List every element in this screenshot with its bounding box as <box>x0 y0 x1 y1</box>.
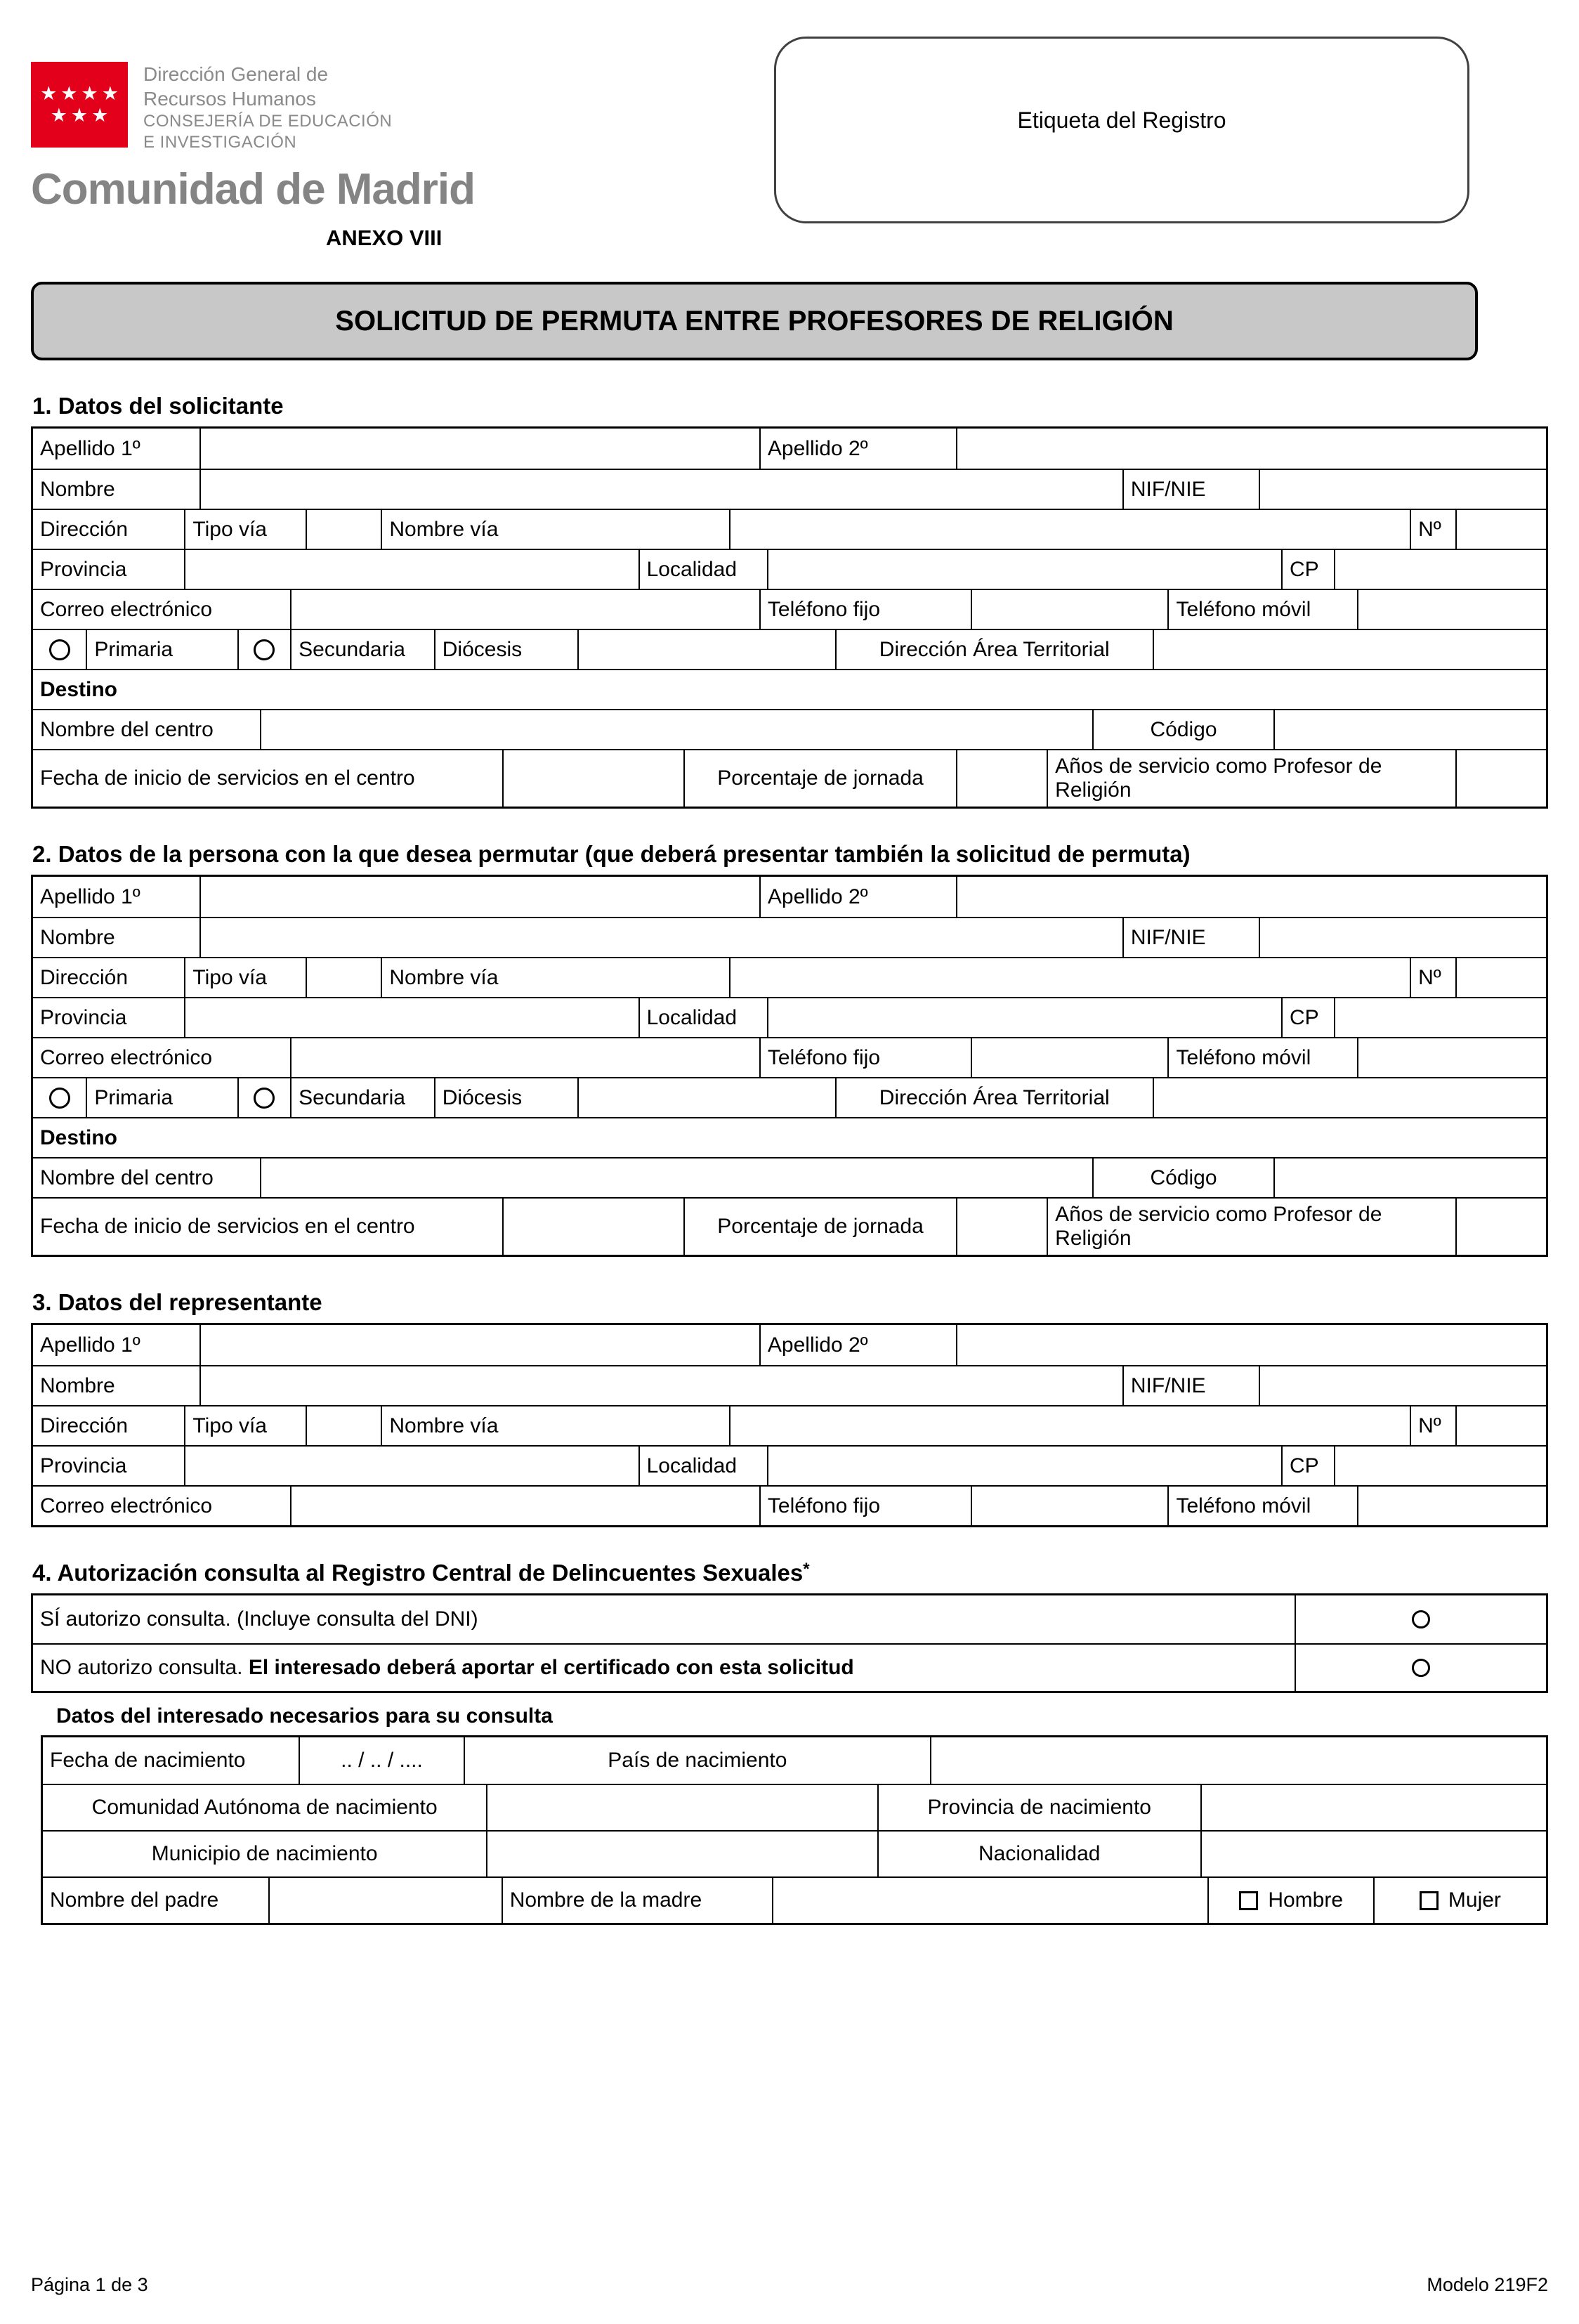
s1-apellido2-label: Apellido 2º <box>759 429 956 469</box>
s2-dat-label: Dirección Área Territorial <box>835 1078 1153 1117</box>
s3-row-contacto <box>33 1485 1546 1525</box>
s3-localidad-label: Localidad <box>638 1447 767 1485</box>
s1-porcentaje-label: Porcentaje de jornada <box>683 750 956 807</box>
s4-hombre-label: Hombre <box>1268 1888 1344 1912</box>
org-line1: Dirección General de <box>143 63 329 85</box>
s1-diocesis-input[interactable] <box>577 630 834 669</box>
s4-si-radio[interactable] <box>1295 1595 1546 1643</box>
s3-telfijo-label: Teléfono fijo <box>759 1487 971 1525</box>
s1-diocesis-label: Diócesis <box>434 630 578 669</box>
footer-page-number: Página 1 de 3 <box>31 2274 148 2295</box>
s4-fechanac-input[interactable]: .. / .. / .... <box>299 1737 464 1784</box>
s4-nacionalidad-input[interactable] <box>1200 1832 1546 1876</box>
s3-cp-label: CP <box>1281 1447 1334 1485</box>
org-text <box>143 62 392 153</box>
s1-provincia-input[interactable] <box>184 550 638 589</box>
s1-apellido2-input[interactable] <box>956 429 1546 469</box>
s4-ccaa-label: Comunidad Autónoma de nacimiento <box>91 1796 438 1819</box>
radio-circle-icon <box>254 1088 275 1109</box>
s3-localidad-input[interactable] <box>767 1447 1281 1485</box>
s4-padre-label: Nombre del padre <box>50 1888 219 1912</box>
section3-title: 3. Datos del representante <box>32 1289 322 1315</box>
radio-circle-icon <box>1412 1659 1430 1677</box>
s4-row-si <box>33 1595 1546 1643</box>
s3-row-nombre <box>33 1365 1546 1405</box>
s4-mujer-label: Mujer <box>1448 1888 1501 1912</box>
s1-row-nivel <box>33 629 1546 669</box>
s2-localidad-input[interactable] <box>767 998 1281 1037</box>
s2-secundaria-label: Secundaria <box>290 1078 434 1117</box>
org-line4: E INVESTIGACIÓN <box>143 133 297 152</box>
s2-tipovia-input[interactable] <box>306 958 381 997</box>
s1-localidad-label: Localidad <box>638 550 767 589</box>
s2-nombrevia-input[interactable] <box>729 958 1410 997</box>
s4-no-label-bold: El interesado deberá aportar el certificado con esta solicitud <box>248 1656 854 1679</box>
page-header <box>31 37 1548 251</box>
s1-primaria-radio[interactable] <box>33 630 86 669</box>
s1-row-destino <box>33 669 1546 709</box>
radio-circle-icon <box>254 639 275 660</box>
s1-centro-input[interactable] <box>260 710 1092 749</box>
s2-telfijo-label: Teléfono fijo <box>759 1038 971 1077</box>
section4-asterisk: * <box>803 1560 810 1579</box>
s4-hombre-checkbox[interactable] <box>1207 1878 1372 1923</box>
s2-nombre-input[interactable] <box>199 918 1122 957</box>
s2-codigo-label: Código <box>1092 1158 1273 1197</box>
s2-telfijo-input[interactable] <box>971 1038 1167 1077</box>
comunidad-madrid-flag-logo <box>31 62 128 148</box>
s1-apellido1-input[interactable] <box>199 429 759 469</box>
s2-row-nivel <box>33 1077 1546 1117</box>
s2-provincia-label: Provincia <box>40 1005 127 1029</box>
section4-auth-table <box>31 1593 1548 1693</box>
s2-primaria-label: Primaria <box>86 1078 237 1117</box>
s4-municipio-input[interactable] <box>486 1832 877 1876</box>
flag-stars-row1: ★★★★ <box>40 83 122 104</box>
s3-row-direccion <box>33 1405 1546 1445</box>
s1-codigo-label: Código <box>1092 710 1273 749</box>
org-line2: Recursos Humanos <box>143 88 316 110</box>
s4-mujer-checkbox[interactable] <box>1373 1878 1546 1923</box>
s4-padre-input[interactable] <box>268 1878 502 1923</box>
checkbox-icon <box>1239 1891 1258 1910</box>
s3-apellido2-input[interactable] <box>956 1325 1546 1365</box>
s4-fechanac-label: Fecha de nacimiento <box>50 1749 246 1772</box>
s2-telmovil-label: Teléfono móvil <box>1167 1038 1356 1077</box>
s2-nif-label: NIF/NIE <box>1122 918 1259 957</box>
s4-provnac-input[interactable] <box>1200 1785 1546 1830</box>
s2-row-apellidos <box>33 877 1546 917</box>
s1-anos-input[interactable] <box>1455 750 1546 807</box>
org-line3: CONSEJERÍA DE EDUCACIÓN <box>143 112 393 131</box>
s1-dat-label: Dirección Área Territorial <box>835 630 1153 669</box>
s4-paisnac-label: País de nacimiento <box>464 1737 929 1784</box>
radio-circle-icon <box>1412 1610 1430 1628</box>
s3-nombre-label: Nombre <box>40 1373 115 1397</box>
s1-cp-label: CP <box>1281 550 1334 589</box>
section2-title: 2. Datos de la persona con la que desea permutar (que deberá presentar también la solicitud de permuta) <box>32 841 1191 867</box>
form-title: SOLICITUD DE PERMUTA ENTRE PROFESORES DE RELIGIÓN <box>335 305 1174 337</box>
s2-destino-label: Destino <box>40 1125 118 1149</box>
s2-nombrevia-label: Nombre vía <box>381 958 728 997</box>
s3-telmovil-input[interactable] <box>1357 1487 1546 1525</box>
s2-centro-input[interactable] <box>260 1158 1092 1197</box>
s3-cp-input[interactable] <box>1334 1447 1546 1485</box>
s1-telfijo-label: Teléfono fijo <box>759 590 971 629</box>
s2-anos-input[interactable] <box>1455 1199 1546 1255</box>
s3-numero-label: Nº <box>1410 1406 1455 1445</box>
s4-provnac-label: Provincia de nacimiento <box>877 1785 1200 1830</box>
s1-correo-label: Correo electrónico <box>40 597 213 621</box>
s2-fechainicio-input[interactable] <box>502 1199 683 1255</box>
s3-correo-label: Correo electrónico <box>40 1494 213 1517</box>
radio-circle-icon <box>49 1088 70 1109</box>
s3-tipovia-label: Tipo vía <box>184 1406 305 1445</box>
s2-fechainicio-label: Fecha de inicio de servicios en el centro <box>40 1215 415 1238</box>
s1-primaria-label: Primaria <box>86 630 237 669</box>
s1-fechainicio-label: Fecha de inicio de servicios en el centro <box>40 766 415 790</box>
s1-row-direccion <box>33 509 1546 549</box>
radio-circle-icon <box>49 639 70 660</box>
s2-codigo-input[interactable] <box>1273 1158 1546 1197</box>
s1-nif-input[interactable] <box>1259 470 1546 509</box>
s2-diocesis-input[interactable] <box>577 1078 834 1117</box>
s2-row-direccion <box>33 957 1546 997</box>
s2-provincia-input[interactable] <box>184 998 638 1037</box>
s2-cp-input[interactable] <box>1334 998 1546 1037</box>
s2-row-nombre <box>33 917 1546 957</box>
s3-row-provincia <box>33 1445 1546 1485</box>
s1-anos-label: Años de servicio como Profesor de Religión <box>1047 750 1455 807</box>
s3-correo-input[interactable] <box>290 1487 759 1525</box>
s4-paisnac-input[interactable] <box>930 1737 1546 1784</box>
s1-porcentaje-input[interactable] <box>956 750 1047 807</box>
s1-row-contacto <box>33 589 1546 629</box>
registro-label-box <box>774 37 1469 223</box>
section1-table <box>31 426 1548 809</box>
s1-apellido1-label: Apellido 1º <box>40 436 140 460</box>
s1-numero-input[interactable] <box>1455 510 1546 549</box>
s1-telmovil-label: Teléfono móvil <box>1167 590 1356 629</box>
s3-nombrevia-label: Nombre vía <box>381 1406 728 1445</box>
s2-anos-label: Años de servicio como Profesor de Religión <box>1047 1199 1455 1255</box>
s1-codigo-input[interactable] <box>1273 710 1546 749</box>
s4-row-no <box>33 1643 1546 1691</box>
s1-row-centro <box>33 709 1546 749</box>
s2-apellido1-input[interactable] <box>199 877 759 917</box>
s1-telmovil-input[interactable] <box>1357 590 1546 629</box>
s4-no-radio[interactable] <box>1295 1645 1546 1691</box>
s1-row-provincia <box>33 549 1546 589</box>
logo-row <box>31 37 475 153</box>
s1-nombre-input[interactable] <box>199 470 1122 509</box>
s1-cp-input[interactable] <box>1334 550 1546 589</box>
s2-porcentaje-input[interactable] <box>956 1199 1047 1255</box>
s1-secundaria-radio[interactable] <box>237 630 290 669</box>
s2-correo-input[interactable] <box>290 1038 759 1077</box>
s1-nombre-label: Nombre <box>40 477 115 501</box>
flag-stars-row2: ★★★ <box>50 105 112 126</box>
s2-nombre-label: Nombre <box>40 925 115 949</box>
s2-row-centro <box>33 1157 1546 1197</box>
s1-secundaria-label: Secundaria <box>290 630 434 669</box>
s4-nacionalidad-label: Nacionalidad <box>877 1832 1200 1876</box>
s3-apellido1-label: Apellido 1º <box>40 1333 140 1357</box>
s1-tipovia-label: Tipo vía <box>184 510 305 549</box>
s1-centro-label: Nombre del centro <box>40 717 214 741</box>
s3-nif-label: NIF/NIE <box>1122 1366 1259 1405</box>
s4-ccaa-input[interactable] <box>486 1785 877 1830</box>
s3-telmovil-label: Teléfono móvil <box>1167 1487 1356 1525</box>
section4-title-text: 4. Autorización consulta al Registro Central de Delincuentes Sexuales <box>32 1560 804 1586</box>
brand-wordmark: Comunidad de Madrid <box>31 165 475 214</box>
s2-centro-label: Nombre del centro <box>40 1166 214 1189</box>
s1-direccion-label: Dirección <box>40 517 129 541</box>
s2-row-destino <box>33 1117 1546 1157</box>
section1-title: 1. Datos del solicitante <box>32 393 284 419</box>
s2-porcentaje-label: Porcentaje de jornada <box>683 1199 956 1255</box>
s3-telfijo-input[interactable] <box>971 1487 1167 1525</box>
s2-row-provincia <box>33 997 1546 1037</box>
s1-provincia-label: Provincia <box>40 557 127 581</box>
s2-numero-input[interactable] <box>1455 958 1546 997</box>
section3-table <box>31 1323 1548 1527</box>
s2-primaria-radio[interactable] <box>33 1078 86 1117</box>
s4-municipio-label: Municipio de nacimiento <box>151 1842 378 1865</box>
s4-row-nacimiento <box>43 1737 1546 1784</box>
anexo-label: ANEXO VIII <box>326 226 443 250</box>
s1-tipovia-input[interactable] <box>306 510 381 549</box>
s3-provincia-label: Provincia <box>40 1454 127 1477</box>
s4-no-label <box>33 1645 1295 1691</box>
s4-no-label-normal: NO autorizo consulta. <box>40 1656 243 1679</box>
s2-direccion-label: Dirección <box>40 965 129 989</box>
s2-nif-input[interactable] <box>1259 918 1546 957</box>
s3-nif-input[interactable] <box>1259 1366 1546 1405</box>
s2-apellido2-input[interactable] <box>956 877 1546 917</box>
s1-row-nombre <box>33 469 1546 509</box>
s4-row-comunidad <box>43 1784 1546 1830</box>
s2-tipovia-label: Tipo vía <box>184 958 305 997</box>
s2-apellido1-label: Apellido 1º <box>40 884 140 908</box>
s4-madre-input[interactable] <box>772 1878 1208 1923</box>
s1-telfijo-input[interactable] <box>971 590 1167 629</box>
s3-numero-input[interactable] <box>1455 1406 1546 1445</box>
s2-numero-label: Nº <box>1410 958 1455 997</box>
section4-title <box>32 1560 1548 1586</box>
section4-interesado-table <box>41 1735 1548 1925</box>
registro-label-text: Etiqueta del Registro <box>1017 107 1226 133</box>
s3-apellido2-label: Apellido 2º <box>759 1325 956 1365</box>
s2-row-servicio <box>33 1197 1546 1255</box>
s3-nombre-input[interactable] <box>199 1366 1122 1405</box>
s1-dat-input[interactable] <box>1153 630 1546 669</box>
s4-si-label: SÍ autorizo consulta. (Incluye consulta del DNI) <box>40 1607 478 1631</box>
s4-row-padres <box>43 1876 1546 1923</box>
s1-numero-label: Nº <box>1410 510 1455 549</box>
header-brand-block <box>31 37 475 251</box>
form-title-bar <box>31 282 1478 360</box>
checkbox-icon <box>1420 1891 1439 1910</box>
s1-localidad-input[interactable] <box>767 550 1281 589</box>
s2-dat-input[interactable] <box>1153 1078 1546 1117</box>
s2-cp-label: CP <box>1281 998 1334 1037</box>
s1-correo-input[interactable] <box>290 590 759 629</box>
s1-fechainicio-input[interactable] <box>502 750 683 807</box>
s2-localidad-label: Localidad <box>638 998 767 1037</box>
footer-model-number: Modelo 219F2 <box>1427 2274 1548 2295</box>
s1-nombrevia-label: Nombre vía <box>381 510 728 549</box>
s1-row-apellidos <box>33 429 1546 469</box>
s3-row-apellidos <box>33 1325 1546 1365</box>
s1-nif-label: NIF/NIE <box>1122 470 1259 509</box>
s2-correo-label: Correo electrónico <box>40 1045 213 1069</box>
s3-tipovia-input[interactable] <box>306 1406 381 1445</box>
s3-direccion-label: Dirección <box>40 1414 129 1437</box>
section2-table <box>31 875 1548 1257</box>
s4-datos-interesado-subtitle: Datos del interesado necesarios para su consulta <box>56 1704 553 1728</box>
s2-telmovil-input[interactable] <box>1357 1038 1546 1077</box>
s2-secundaria-radio[interactable] <box>237 1078 290 1117</box>
s1-row-servicio <box>33 749 1546 807</box>
s2-row-contacto <box>33 1037 1546 1077</box>
s3-apellido1-input[interactable] <box>199 1325 759 1365</box>
s3-provincia-input[interactable] <box>184 1447 638 1485</box>
s1-nombrevia-input[interactable] <box>729 510 1410 549</box>
s1-destino-label: Destino <box>40 677 118 701</box>
s2-diocesis-label: Diócesis <box>434 1078 578 1117</box>
s2-apellido2-label: Apellido 2º <box>759 877 956 917</box>
s4-row-municipio <box>43 1830 1546 1876</box>
s4-madre-label: Nombre de la madre <box>502 1878 772 1923</box>
s3-nombrevia-input[interactable] <box>729 1406 1410 1445</box>
